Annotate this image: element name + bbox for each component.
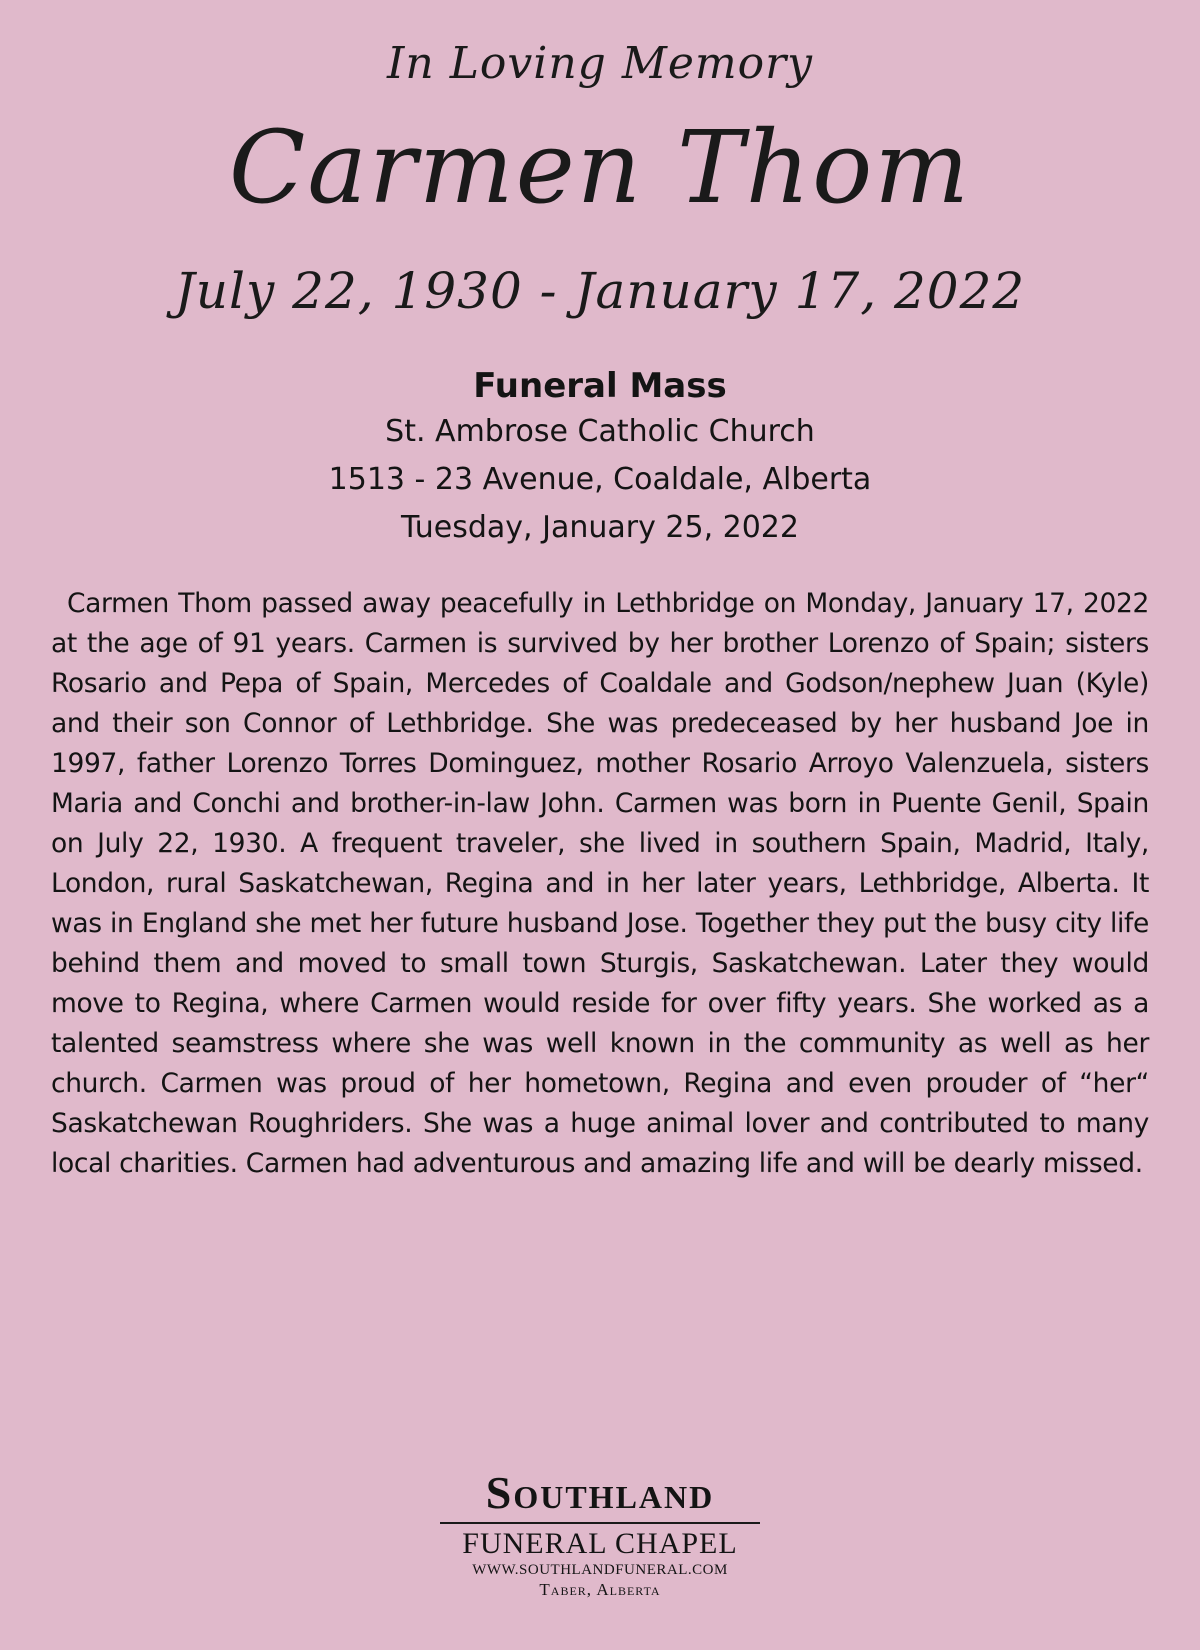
logo-brand: Southland bbox=[485, 1467, 715, 1518]
funeral-home-logo bbox=[0, 1468, 1200, 1600]
logo-website: WWW.SOUTHLANDFUNERAL.COM bbox=[472, 1562, 728, 1578]
deceased-name: Carmen Thom bbox=[228, 109, 972, 226]
logo-subtitle: FUNERAL CHAPEL bbox=[462, 1527, 738, 1560]
logo-divider bbox=[440, 1522, 760, 1524]
service-church: St. Ambrose Catholic Church bbox=[385, 414, 815, 449]
service-date: Tuesday, January 25, 2022 bbox=[401, 510, 799, 545]
service-address: 1513 - 23 Avenue, Coaldale, Alberta bbox=[328, 462, 872, 497]
obituary-text: Carmen Thom passed away peacefully in Lethbridge on Monday, January 17, 2022 at the age of 91 years. Carmen is survived by her brother Lorenzo of Spain; sisters Rosario and Pepa of Spain, Mercedes of Coaldale and Godson/nephew Juan (Kyle) and their son Connor of Lethbridge. She was predeceased by her husband Joe in 1997, father Lorenzo Torres Dominguez, mother Rosario Arroyo Valenzuela, sisters Maria and Conchi and brother-in-law John. Carmen was born in Puente Genil, Spain on July 22, 1930. A frequent traveler, she lived in southern Spain, Madrid, Italy, London, rural Saskatchewan, Regina and in her later years, Lethbridge, Alberta. It was in England she met her future husband Jose. Together they put the busy city life behind them and moved to small town Sturgis, Saskatchewan. Later they would move to Regina, where Carmen would reside for over fifty years. She worked as a talented seamstress where she was well known in the community as well as her church. Carmen was proud of her hometown, Regina and even prouder of “her“ Saskatchewan Roughriders. She was a huge animal lover and contributed to many local charities. Carmen had adventurous and amazing life and will be dearly missed. bbox=[51, 588, 1149, 1179]
service-details bbox=[0, 364, 1200, 552]
in-loving-memory-heading: In Loving Memory bbox=[386, 38, 814, 89]
life-dates: July 22, 1930 - January 17, 2022 bbox=[174, 262, 1026, 320]
logo-location: Taber, Alberta bbox=[539, 1580, 661, 1599]
service-title: Funeral Mass bbox=[473, 366, 727, 406]
